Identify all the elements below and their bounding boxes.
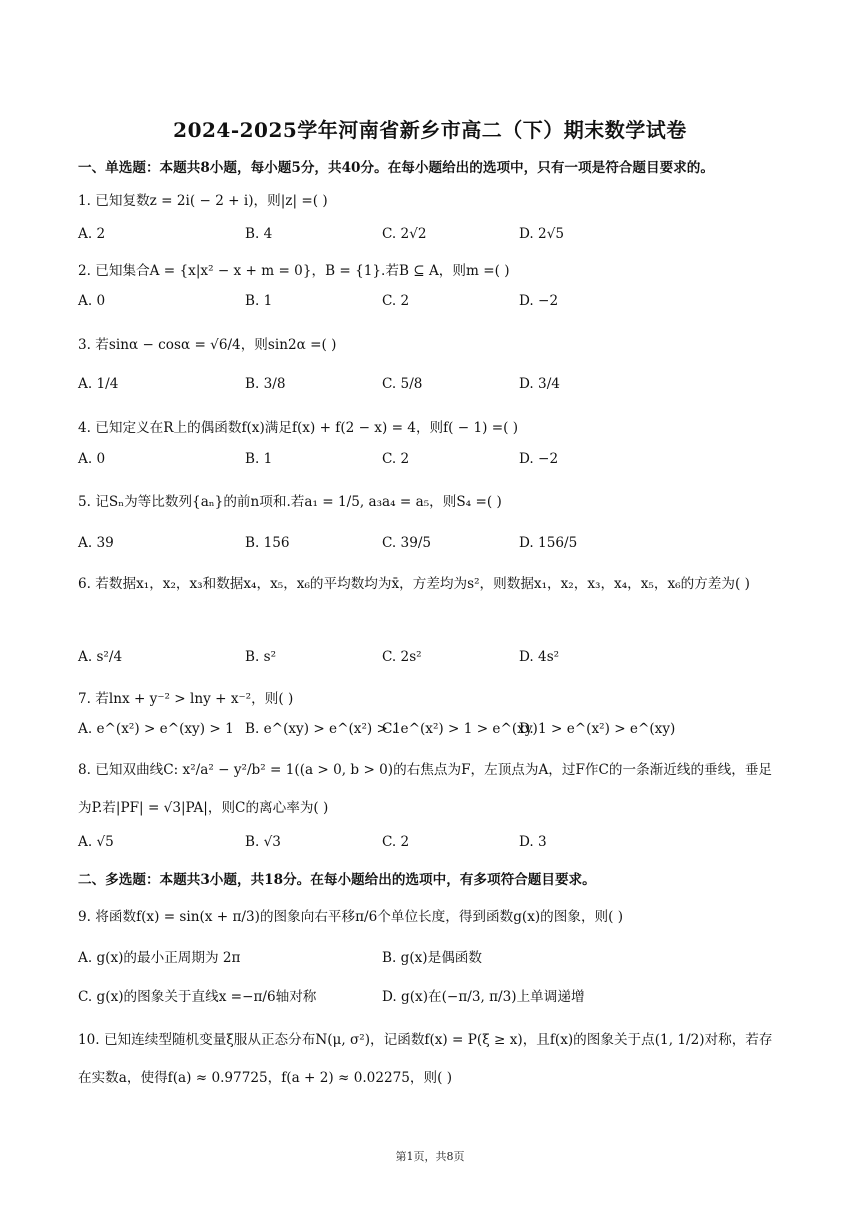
question-6-stem: 6. 若数据x₁，x₂，x₃和数据x₄，x₅，x₆的平均数均为x̄，方差均为s²，则数据x₁，x₂，x₃，x₄，x₅，x₆的方差为( ) bbox=[78, 576, 750, 592]
question-4-options bbox=[78, 451, 784, 471]
option-c: C. 2 bbox=[382, 451, 410, 467]
option-d: D. 1 > e^(x²) > e^(xy) bbox=[519, 721, 676, 737]
option-a: A. 1/4 bbox=[78, 376, 119, 392]
question-8-stem: 8. 已知双曲线C: x²/a² − y²/b² = 1((a > 0, b > 0)的右焦点为F，左顶点为A，过F作C的一条渐近线的垂线，垂足为P.若|PF| = √3|PA|，则C的离心率为( ) bbox=[78, 762, 773, 816]
option-d: D. 3/4 bbox=[519, 376, 560, 392]
option-a: A. 0 bbox=[78, 451, 106, 467]
option-b: B. √3 bbox=[245, 834, 281, 850]
option-a: A. g(x)的最小正周期为 2π bbox=[78, 950, 241, 966]
question-7-options bbox=[78, 721, 784, 741]
option-a: A. 39 bbox=[78, 535, 114, 551]
option-a: A. 0 bbox=[78, 293, 106, 309]
option-d: D. −2 bbox=[519, 451, 559, 467]
option-c: C. 2s² bbox=[382, 649, 422, 665]
question-8-options bbox=[78, 834, 784, 854]
question-2-stem: 2. 已知集合A = {x|x² − x + m = 0}，B = {1}.若B ⊆ A，则m =( ) bbox=[78, 263, 510, 279]
question-1-options bbox=[78, 226, 784, 246]
question-6-options bbox=[78, 649, 784, 669]
question-9-stem: 9. 将函数f(x) = sin(x + π/3)的图象向右平移π/6个单位长度，得到函数g(x)的图象，则( ) bbox=[78, 909, 624, 925]
question-7-stem: 7. 若lnx + y⁻² > lny + x⁻²，则( ) bbox=[78, 691, 294, 707]
option-d: D. −2 bbox=[519, 293, 559, 309]
option-c: C. e^(x²) > 1 > e^(xy) bbox=[382, 721, 538, 737]
option-b: B. g(x)是偶函数 bbox=[382, 950, 482, 966]
option-d: D. 3 bbox=[519, 834, 547, 850]
option-d: D. 156/5 bbox=[519, 535, 578, 551]
question-2-options bbox=[78, 293, 784, 313]
option-b: B. 156 bbox=[245, 535, 290, 551]
option-c: C. 2 bbox=[382, 834, 410, 850]
option-a: A. e^(x²) > e^(xy) > 1 bbox=[78, 721, 234, 737]
question-9-options-row-2 bbox=[78, 985, 784, 1005]
option-b: B. 3/8 bbox=[245, 376, 286, 392]
option-c: C. 2 bbox=[382, 293, 410, 309]
option-d: D. 4s² bbox=[519, 649, 560, 665]
option-c: C. 5/8 bbox=[382, 376, 423, 392]
option-b: B. 1 bbox=[245, 293, 273, 309]
question-4-stem: 4. 已知定义在R上的偶函数f(x)满足f(x) + f(2 − x) = 4，则f( − 1) =( ) bbox=[78, 420, 519, 436]
question-1-stem: 1. 已知复数z = 2i( − 2 + i)，则|z| =( ) bbox=[78, 193, 328, 209]
option-b: B. 4 bbox=[245, 226, 273, 242]
question-5-stem: 5. 记Sₙ为等比数列{aₙ}的前n项和.若a₁ = 1/5, a₃a₄ = a₅，则S₄ =( ) bbox=[78, 494, 502, 510]
option-d: D. 2√5 bbox=[519, 226, 565, 242]
page-footer: 第1页，共8页 bbox=[395, 1150, 465, 1163]
option-a: A. s²/4 bbox=[78, 649, 123, 665]
question-3-stem: 3. 若sinα − cosα = √6/4，则sin2α =( ) bbox=[78, 337, 337, 353]
section-heading-single-choice: 一、单选题：本题共8小题，每小题5分，共40分。在每小题给出的选项中，只有一项是符合题目要求的。 bbox=[78, 160, 714, 176]
option-b: B. s² bbox=[245, 649, 277, 665]
option-a: A. √5 bbox=[78, 834, 114, 850]
option-c: C. 2√2 bbox=[382, 226, 427, 242]
question-9-options-row-1 bbox=[78, 946, 784, 966]
section-heading-multi-choice: 二、多选题：本题共3小题，共18分。在每小题给出的选项中，有多项符合题目要求。 bbox=[78, 872, 596, 888]
option-c: C. 39/5 bbox=[382, 535, 432, 551]
option-d: D. g(x)在(−π/3, π/3)上单调递增 bbox=[382, 989, 585, 1005]
option-a: A. 2 bbox=[78, 226, 106, 242]
question-10-stem: 10. 已知连续型随机变量ξ服从正态分布N(μ, σ²)，记函数f(x) = P(ξ ≥ x)，且f(x)的图象关于点(1, 1/2)对称，若存在实数a，使得f(a) ≈ 0.97725，f(a + 2) ≈ 0.02275，则( ) bbox=[78, 1032, 773, 1086]
page-title: 2024-2025学年河南省新乡市高二（下）期末数学试卷 bbox=[173, 118, 687, 142]
question-3-options bbox=[78, 376, 784, 396]
option-b: B. 1 bbox=[245, 451, 273, 467]
option-c: C. g(x)的图象关于直线x =−π/6轴对称 bbox=[78, 989, 317, 1005]
question-5-options bbox=[78, 535, 784, 555]
option-b: B. e^(xy) > e^(x²) > 1 bbox=[245, 721, 401, 737]
